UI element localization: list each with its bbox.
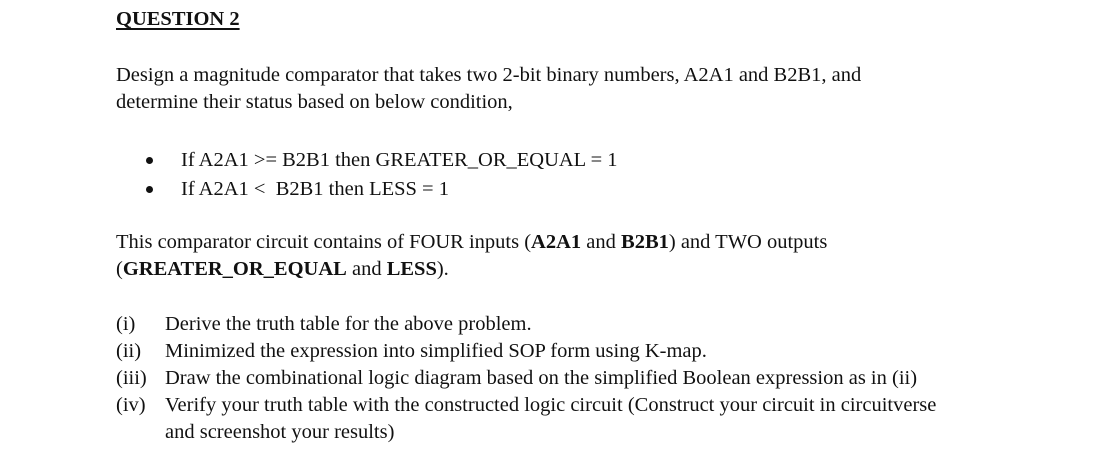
task-text: Draw the combinational logic diagram based on the simplified Boolean expression as in (ii) xyxy=(165,367,918,389)
task-item xyxy=(116,311,936,338)
condition-text: If A2A1 >= B2B1 then GREATER_OR_EQUAL = 1 xyxy=(181,149,618,171)
description-text: and xyxy=(346,258,387,280)
task-text: Minimized the expression into simplified SOP form using K-map. xyxy=(165,340,707,362)
description-text: This comparator circuit contains of FOUR inputs ( xyxy=(116,231,532,253)
description-text: ( xyxy=(116,258,123,280)
task-text-multiline xyxy=(165,392,936,446)
description-paragraph xyxy=(116,229,827,283)
task-item xyxy=(116,338,936,365)
task-text: Derive the truth table for the above problem. xyxy=(165,313,532,335)
bullet-icon xyxy=(146,186,153,193)
description-bold: GREATER_OR_EQUAL xyxy=(122,258,347,280)
description-text: ). xyxy=(436,258,449,280)
question-heading: QUESTION 2 xyxy=(116,8,240,30)
description-bold: A2A1 xyxy=(531,231,582,253)
condition-item xyxy=(140,146,618,175)
description-bold: B2B1 xyxy=(621,231,669,253)
description-bold: LESS xyxy=(386,258,437,280)
intro-line-1: Design a magnitude comparator that takes two 2-bit binary numbers, A2A1 and B2B1, and xyxy=(116,64,862,86)
task-number: (ii) xyxy=(116,340,142,362)
task-item xyxy=(116,365,936,392)
task-list xyxy=(116,311,936,446)
description-text: and xyxy=(581,231,622,253)
description-text: ) and TWO outputs xyxy=(668,231,828,253)
task-text-line: Verify your truth table with the constructed logic circuit (Construct your circuit in circuitverse xyxy=(165,394,937,416)
bullet-icon xyxy=(146,157,153,164)
task-number: (i) xyxy=(116,313,136,335)
task-number: (iii) xyxy=(116,367,147,389)
task-item xyxy=(116,392,936,446)
intro-paragraph xyxy=(116,62,861,116)
condition-item xyxy=(140,175,618,204)
task-text-line: and screenshot your results) xyxy=(165,421,395,443)
condition-list xyxy=(140,146,618,204)
intro-line-2: determine their status based on below condition, xyxy=(116,91,513,113)
condition-text: If A2A1 < B2B1 then LESS = 1 xyxy=(181,178,449,200)
task-number: (iv) xyxy=(116,394,146,416)
